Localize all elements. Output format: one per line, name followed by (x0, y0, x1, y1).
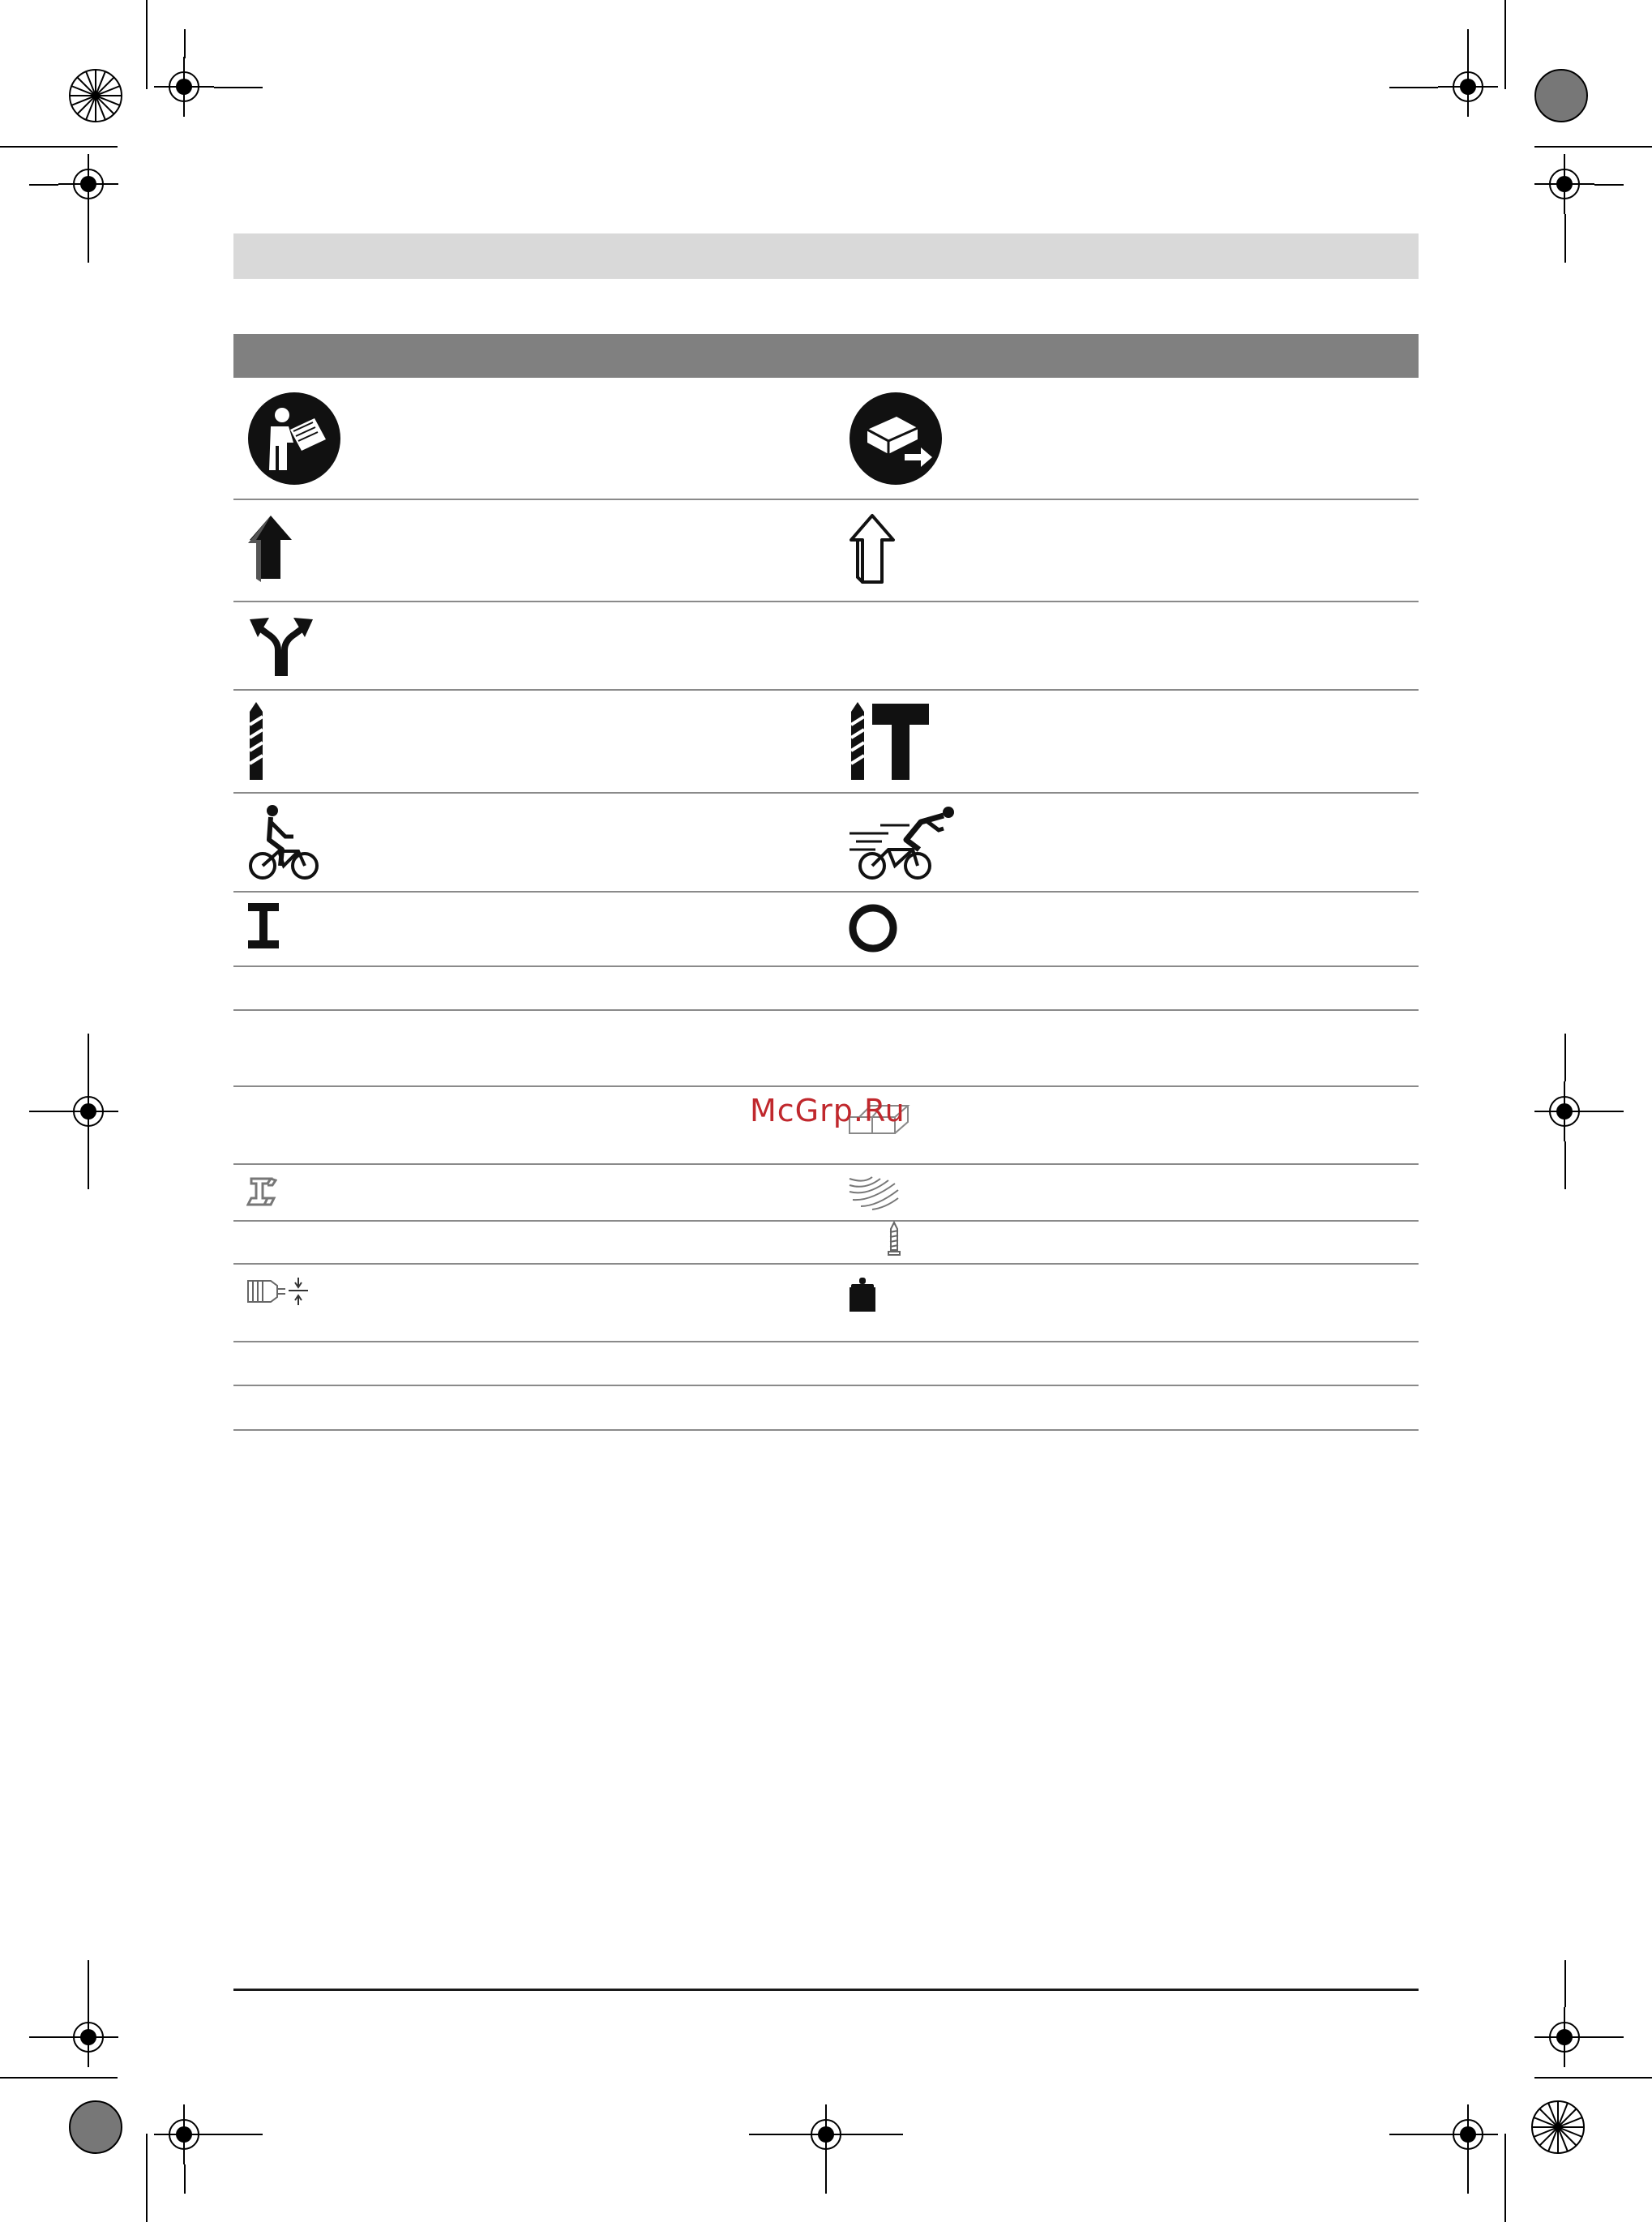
table-row-divider (233, 965, 1419, 967)
charger-icon (848, 391, 944, 486)
table-row-divider (233, 1220, 1419, 1222)
footer-rule (233, 1989, 1419, 1991)
arrow-up-filled-icon (246, 512, 295, 585)
target-mark-icon (58, 1081, 118, 1141)
target-mark-icon (1438, 2104, 1498, 2164)
watermark: McGrp.Ru (750, 1093, 905, 1128)
registration-mark-gray-icon (65, 2096, 126, 2158)
table-row-divider (233, 689, 1419, 691)
table-row-divider (233, 1263, 1419, 1265)
read-manual-icon (246, 391, 342, 486)
screw-icon (885, 1221, 903, 1257)
drill-bit-icon (246, 700, 266, 781)
target-mark-icon (58, 154, 118, 214)
header-bar-dark (233, 334, 1419, 378)
target-mark-icon (58, 2007, 118, 2067)
registration-mark-icon (65, 65, 126, 126)
table-row-divider (233, 1085, 1419, 1087)
weight-icon (848, 1276, 877, 1313)
header-bar-light (233, 233, 1419, 279)
target-mark-icon (1534, 2007, 1594, 2067)
steel-beam-icon (246, 1175, 277, 1208)
table-row-divider (233, 1163, 1419, 1165)
cyclist-fast-icon (848, 804, 958, 880)
table-row-divider (233, 601, 1419, 602)
table-row-divider (233, 792, 1419, 794)
target-mark-icon (154, 2104, 214, 2164)
table-row-divider (233, 1429, 1419, 1431)
fork-arrow-icon (246, 613, 316, 678)
registration-mark-gray-icon (1530, 65, 1592, 126)
table-row-divider (233, 1385, 1419, 1386)
cyclist-slow-icon (246, 804, 323, 880)
arrow-up-outline-icon (848, 512, 897, 585)
target-mark-icon (1438, 57, 1498, 117)
target-mark-icon (1534, 1081, 1594, 1141)
registration-mark-icon (1527, 2096, 1589, 2158)
chuck-range-icon (246, 1274, 311, 1308)
target-mark-icon (796, 2104, 856, 2164)
drill-bit-hammer-icon (848, 700, 932, 781)
table-row-divider (233, 1341, 1419, 1342)
wood-icon (848, 1175, 900, 1211)
target-mark-icon (1534, 154, 1594, 214)
table-row-divider (233, 499, 1419, 500)
table-row-divider (233, 1009, 1419, 1011)
gear-one-icon (246, 901, 280, 950)
ring-icon (848, 903, 898, 953)
table-row-divider (233, 891, 1419, 893)
target-mark-icon (154, 57, 214, 117)
